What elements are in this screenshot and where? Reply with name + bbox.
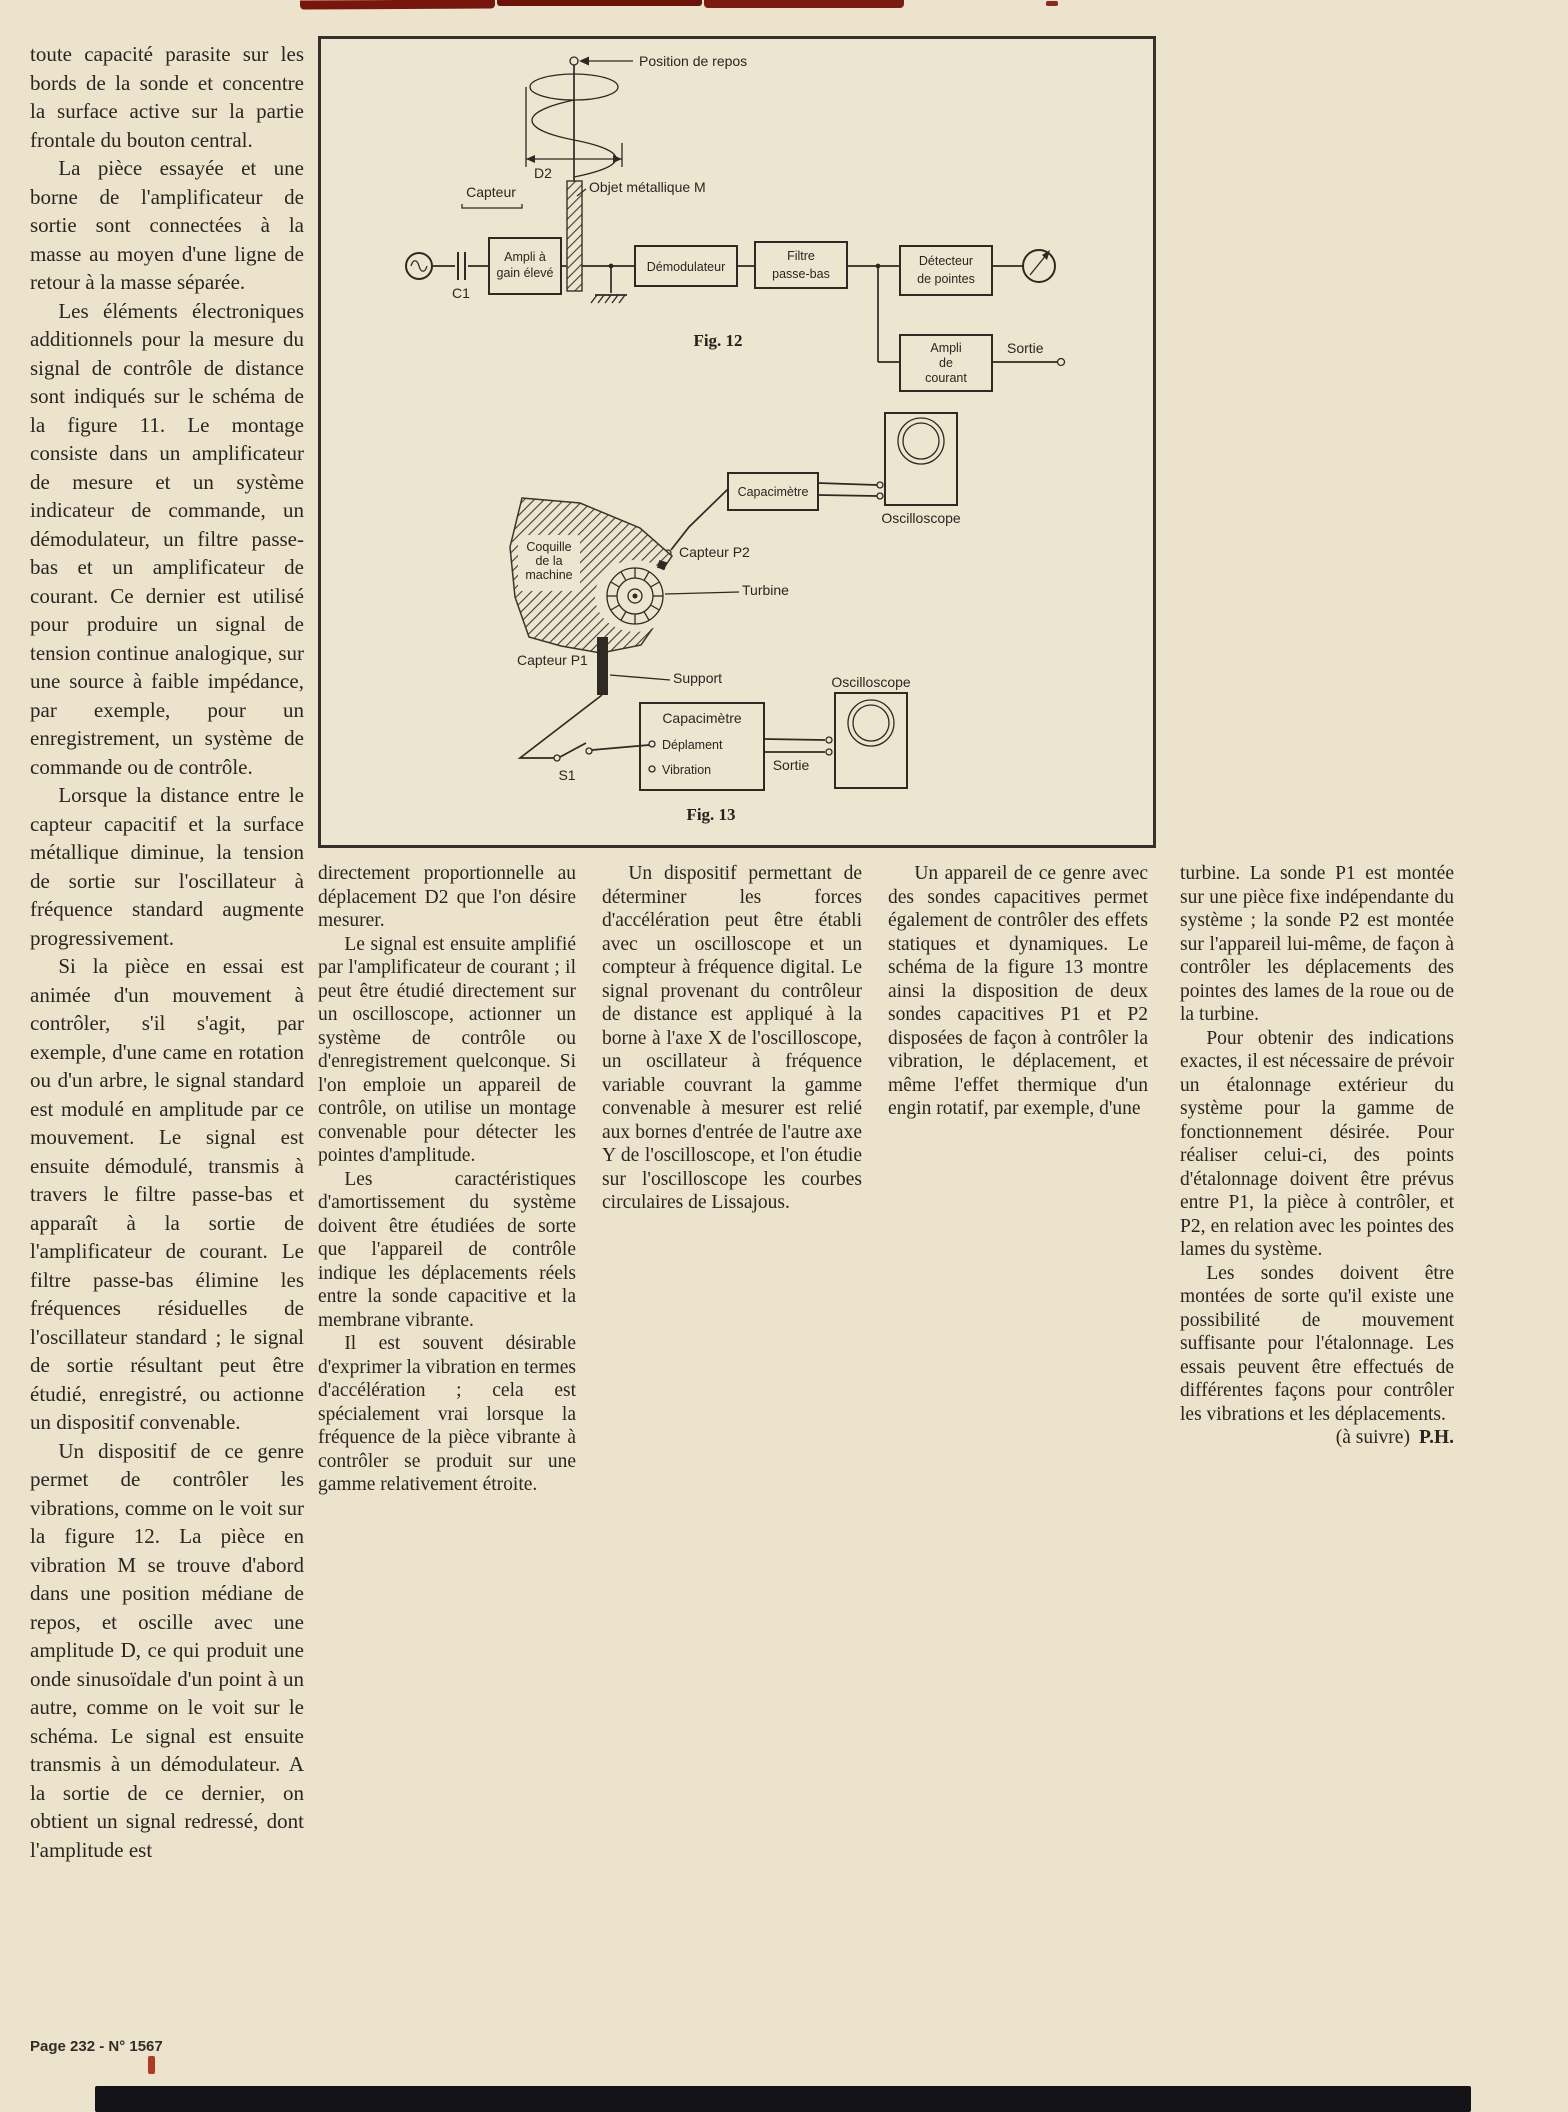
switch-pole — [554, 755, 560, 761]
closing-note: (à suivre) — [1335, 1427, 1410, 1448]
label-capteur-p2: Capteur P2 — [679, 544, 750, 560]
paragraph: Les caractéristiques d'amortissement du système doivent être étudiées de sorte que l'appareil de contrôle indique les déplacements réels entre la sonde capacitive et la membrane vibrante. — [318, 1168, 576, 1331]
scan-edge-bar — [95, 2086, 1471, 2112]
paragraph: Lorsque la distance entre le capteur capacitif et la surface métallique diminue, la tension de sortie sur l'oscillateur à fréquence standard augmente progressivement. — [30, 783, 304, 950]
label-detecteur-2: de pointes — [917, 272, 975, 286]
paragraph: Si la pièce en essai est animée d'un mouvement à contrôler, s'il s'agit, par exemple, d'une came en rotation ou d'un arbre, le signal standard est modulé en amplitude par ce mouvement. Le signal est ensuite démodulé, transmis à travers le filtre passe-bas et apparaît à la sortie de l'amplificateur de courant. Le filtre passe-bas élimine les fréquences résiduelles de l'oscillateur standard ; le signal de sortie résultant peut être étudié, enregistré, ou actionne un dispositif convenable. — [30, 954, 304, 1434]
label-sortie-fig12: Sortie — [1007, 340, 1044, 356]
label-detecteur-1: Détecteur — [918, 254, 974, 268]
rest-position-node — [570, 57, 578, 65]
arrowhead — [526, 155, 535, 163]
output-terminal — [1058, 359, 1065, 366]
deplacement-terminal — [649, 741, 655, 747]
paragraph: Les sondes doivent être montées de sorte qu'il existe une possibilité de mouvement suffisante pour l'étalonnage. Les essais peuvent être effectués de différentes façons pour contrôler les vibrations et les déplacements. — [1180, 1262, 1454, 1425]
paragraph: Un dispositif de ce genre permet de contrôler les vibrations, comme on le voit sur la figure 12. La pièce en vibration M se trouve d'abord dans une position médiane de repos, et oscille avec une amplitude D, ce qui produit une onde sinusoïdale d'un point à un autre, comme on le voit sur le schéma. Le signal est ensuite transmis à un démodulateur. A la sortie de ce dernier, on obtient un signal redressé, dont l'amplitude est — [30, 1438, 304, 1862]
metal-object-bar — [567, 181, 582, 291]
author-initials: P.H. — [1418, 1427, 1454, 1448]
label-filtre-1: Filtre — [787, 249, 815, 263]
switch-contact — [586, 748, 592, 754]
arrowhead — [579, 57, 589, 66]
fig13-diagram — [510, 413, 961, 824]
text-column-2 — [318, 862, 576, 1497]
text-column-4 — [888, 862, 1148, 1121]
label-capteur: Capteur — [466, 184, 516, 200]
label-support: Support — [673, 670, 723, 686]
p1-sensor-bar — [597, 637, 608, 695]
paragraph: toute capacité parasite sur les bords de la sonde et concentre la surface active sur la partie frontale du bouton central. — [30, 42, 304, 152]
label-vibration: Vibration — [662, 763, 712, 777]
scan-artifact-top-2 — [497, 0, 702, 6]
label-coquille-1: Coquille — [526, 540, 572, 554]
paragraph: Les éléments électroniques additionnels pour la mesure du signal de contrôle de distance sont indiqués sur le schéma de la figure 11. Le montage consiste dans un amplificateur de mesure et un système indicateur de commande, un démodulateur, un filtre passe-bas et un amplificateur de courant. Ce dernier est utilisé pour produire un signal de tension continue analogique, sur une source à faible impédance, par exemple, pour un enregistrement, un système de commande ou de contrôle. — [30, 298, 304, 779]
label-ampli-gain-2: gain élevé — [496, 266, 554, 280]
label-ampli-courant-1: Ampli — [930, 341, 962, 355]
terminal — [877, 482, 883, 488]
label-sortie-fig13: Sortie — [772, 757, 810, 773]
paragraph: Un appareil de ce genre avec des sondes capacitives permet également de contrôler des effets statiques et dynamiques. Le schéma de la figure 13 montre ainsi la disposition de deux sondes capacitives P1 et P2 disposées de façon à contrôler la vibration, le déplacement, et même l'effet thermique d'un engin rotatif, par exemple, d'une — [888, 863, 1148, 1119]
paragraph: directement proportionnelle au déplacement D2 que l'on désire mesurer. — [318, 863, 576, 931]
label-objet-metallique: Objet métallique M — [589, 179, 706, 195]
paragraph: Un dispositif permettant de déterminer les forces d'accélération peut être établi avec un oscilloscope et un compteur à fréquence digital. Le signal provenant du contrôleur de distance est appliqué à la borne à l'axe X de l'oscilloscope, un oscillateur à fréquence variable couvrant la gamme convenable à mesurer est relié aux bornes d'entrée de l'autre axe Y de l'oscilloscope, et l'on étudie sur l'oscilloscope les courbes circulaires de Lissajous. — [602, 863, 862, 1213]
fig12-diagram — [406, 53, 1065, 391]
label-ampli-gain-1: Ampli à — [504, 250, 546, 264]
label-demodulateur: Démodulateur — [646, 260, 726, 274]
arrowhead — [613, 155, 622, 163]
crt-screen — [848, 700, 894, 746]
label-filtre-2: passe-bas — [772, 267, 830, 281]
paragraph: turbine. La sonde P1 est montée sur une pièce fixe indépendante du système ; la sonde P2 est montée sur l'appareil lui-même, de façon à contrôler les déplacements des pointes des lames de la roue ou de la turbine. — [1180, 863, 1454, 1025]
page-number: Page 232 - N° 1567 — [30, 2038, 163, 2055]
crt-screen — [898, 418, 944, 464]
label-oscilloscope-bas: Oscilloscope — [831, 674, 911, 690]
label-position-de-repos: Position de repos — [639, 53, 748, 69]
label-ampli-courant-3: courant — [925, 371, 967, 385]
terminal — [826, 749, 832, 755]
label-c1: C1 — [452, 285, 470, 301]
sine-glyph — [411, 261, 427, 272]
fig13-caption: Fig. 13 — [686, 805, 736, 824]
paragraph: Le signal est ensuite amplifié par l'amplificateur de courant ; il peut être étudié directement sur un oscilloscope, actionner un système de contrôle ou d'enregistrement quelconque. Si l'on emploie un appareil de contrôle, on utilise un montage convenable pour détecter les pointes d'amplitude. — [318, 933, 576, 1166]
terminal — [877, 493, 883, 499]
paragraph: Il est souvent désirable d'exprimer la vibration en termes d'accélération ; cela est spécialement vrai lorsque la fréquence de la pièce vibrante à contrôler se produit sur une gamme relativement étroite. — [318, 1333, 577, 1495]
paragraph: Pour obtenir des indications exactes, il est nécessaire de prévoir un étalonnage extérieur du système pour la gamme de fonctionnement désirée. Pour réaliser celui-ci, des points d'étalonnage doivent être prévus entre P1, la pièce à contrôler, et P2, en relation avec les pointes des lames du système. — [1180, 1027, 1454, 1260]
circuit-diagrams — [321, 39, 1147, 839]
label-coquille-2: de la — [535, 554, 563, 568]
switch-arm — [560, 743, 586, 757]
text-column-3 — [602, 862, 862, 1215]
figure-panel — [318, 36, 1156, 848]
fig12-caption: Fig. 12 — [693, 331, 743, 350]
label-deplacement: Déplament — [662, 738, 723, 752]
meter-symbol — [1023, 250, 1055, 282]
left-text-column — [30, 40, 304, 1864]
text-column-5 — [1180, 862, 1454, 1450]
scan-artifact-top-1 — [300, 0, 495, 10]
scan-artifact-top-4 — [1046, 1, 1058, 6]
scan-artifact-top-3 — [704, 0, 904, 8]
terminal — [826, 737, 832, 743]
label-capacimetre-bas: Capacimètre — [662, 710, 742, 726]
label-s1: S1 — [558, 767, 576, 783]
paragraph: La pièce essayée et une borne de l'amplificateur de sortie sont connectées à la masse au moyen d'une ligne de retour à la masse séparée. — [30, 156, 304, 294]
label-d2: D2 — [534, 165, 552, 181]
vibration-terminal — [649, 766, 655, 772]
label-capteur-p1: Capteur P1 — [517, 652, 588, 668]
label-capacimetre-haut: Capacimètre — [737, 485, 809, 499]
label-ampli-courant-2: de — [939, 356, 953, 370]
label-turbine: Turbine — [742, 582, 789, 598]
article-closing — [1180, 1426, 1454, 1450]
label-oscilloscope-haut: Oscilloscope — [881, 510, 961, 526]
scan-artifact-bottom-red — [148, 2056, 155, 2074]
label-coquille-3: machine — [525, 568, 573, 582]
